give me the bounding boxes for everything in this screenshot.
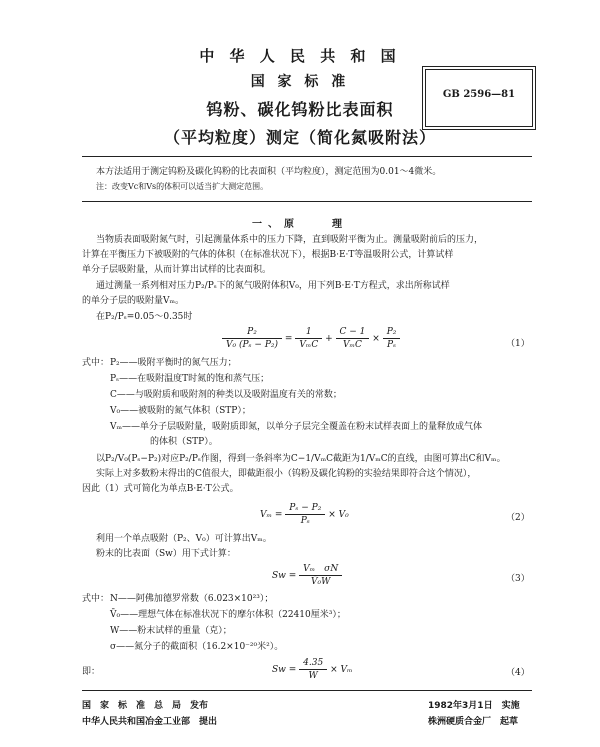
eq2-denominator: Pₛ [300,516,310,526]
eq4-numerator: 4.35 [299,657,327,670]
paragraph-line: 粉末的比表面（Sw）用下式计算： [96,549,236,559]
eq1-lhs-numerator: P₂ [222,326,282,339]
eq2-lhs: Vₘ = [260,510,283,520]
document-title-line2: （平均粒度）测定（简化氮吸附法） [163,128,436,147]
eq3-numerator: Vₘ σN [299,563,342,576]
definition-item: P₂——吸附平衡时的氮气压力； [110,358,237,368]
footer-proposer: 中华人民共和国冶金工业部 提出 [82,717,218,727]
document-title-line1: 钨粉、碳化钨粉比表面积 [206,100,394,119]
standard-code: GB 2596—81 [442,89,516,100]
standard-code-box [422,66,536,130]
equation-1 [222,326,400,351]
eq2-rest: × V₀ [328,510,349,520]
scope-text: 本方法适用于测定钨粉及碳化钨粉的比表面积（平均粒度），测定范围为0.01～4微米。 [96,167,442,177]
eq3-lhs: Sw = [272,571,297,581]
definitions-lead: 式中： [82,594,110,604]
eq2-numerator: Pₛ − P₂ [285,502,325,515]
equation-number: （3） [506,574,530,584]
eq1-term1-numerator: 1 [295,326,322,339]
header-country: 中 华 人 民 共 和 国 [199,47,401,65]
paragraph-line: 的单分子层的吸附量Vₘ。 [82,296,185,306]
definition-item: σ——氮分子的截面积（16.2×10⁻²⁰米²）。 [110,642,284,652]
definition-item: Pₛ——在吸附温度T时氮的饱和蒸气压； [110,374,270,384]
paragraph-line: 计算在平衡压力下被吸附的气体的体积（在标准状况下），根据B·E·T等温吸附公式，计算试样 [82,250,454,260]
definitions-lead: 式中： [82,358,110,368]
paragraph-line: 以P₂/V₀(Pₛ−P₂)对应P₂/Pₛ作图，得到一条斜率为C−1/VₘC截距为1/VₘC的直线，由图可算出C和Vₘ。 [96,454,506,464]
equation-3 [272,563,342,588]
eq1-times: × [372,334,380,344]
definition-item: V₀——被吸附的氮气体积（STP）； [110,406,251,416]
eq4-denominator: W [308,671,318,681]
equation-number: （2） [506,513,530,523]
intro-divider [82,201,532,202]
equation-number: （1） [506,339,530,349]
eq1-term2-numerator: C − 1 [336,326,370,339]
paragraph-line: 单分子层吸附量，从而计算出试样的比表面积。 [82,265,272,275]
section-title: 一、原 理 [252,219,348,230]
scope-note: 注：改变Vc和Vs的体积可以适当扩大测定范围。 [96,182,269,191]
eq4-lhs: Sw = [272,665,297,675]
definition-item: W——粉末试样的重量（克）； [110,626,232,636]
paragraph-line: 通过测量一系列相对压力P₂/Pₛ下的氮气吸附体积V₀，用下列B·E·T方程式，求出所称试样 [96,281,450,291]
header-national-standard: 国 家 标 准 [250,74,350,90]
footer-effective-date: 1982年3月1日 实施 [428,701,520,711]
equation-4-lead: 即： [82,667,101,677]
eq1-term3-numerator: P₂ [383,326,401,339]
paragraph-line: 利用一个单点吸附（P₂、V₀）可计算出Vₘ。 [96,534,272,544]
footer-divider [82,690,532,691]
eq1-lhs-denominator: V₀ (Pₛ − P₂) [226,340,279,350]
equation-number: （4） [506,668,530,678]
paragraph-line: 实际上对多数粉末得出的C值很大，即截距很小（钨粉及碳化钨粉的实验结果即符合这个情况）， [96,469,477,479]
eq1-equals: = [284,334,293,344]
eq1-plus: + [325,334,333,344]
header-divider [82,156,532,157]
paragraph-line: 因此（1）式可简化为单点B·E·T公式。 [82,484,239,494]
definition-item: V̄₀——理想气体在标准状况下的摩尔体积（22410厘米³）； [110,610,346,620]
definition-item: Vₘ——单分子层吸附量，吸附质即氮，以单分子层完全覆盖在粉末试样表面上的量释放成气体 [110,422,483,432]
footer-issuer: 国 家 标 准 总 局 发布 [82,701,209,711]
footer-drafter: 株洲硬质合金厂 起草 [428,717,519,727]
equation-2 [260,502,349,527]
equation-4 [272,657,353,682]
eq1-term1-denominator: VₘC [299,340,319,350]
eq4-rest: × Vₘ [330,665,353,675]
eq1-term2-denominator: VₘC [343,340,362,350]
paragraph-line: 在P₂/Pₛ=0.05～0.35时 [96,312,193,322]
definition-item: 的体积（STP）。 [150,437,218,447]
paragraph-line: 当物质表面吸附氮气时，引起测量体系中的压力下降，直到吸附平衡为止。测量吸附前后的压力， [96,235,484,245]
eq1-term3-denominator: Pₛ [386,340,397,350]
eq3-denominator: V̄₀W [311,577,331,587]
definition-item: C——与吸附质和吸附剂的种类以及吸附温度有关的常数； [110,390,342,400]
definition-item: N——阿佛加德罗常数（6.023×10²³）； [110,594,274,604]
